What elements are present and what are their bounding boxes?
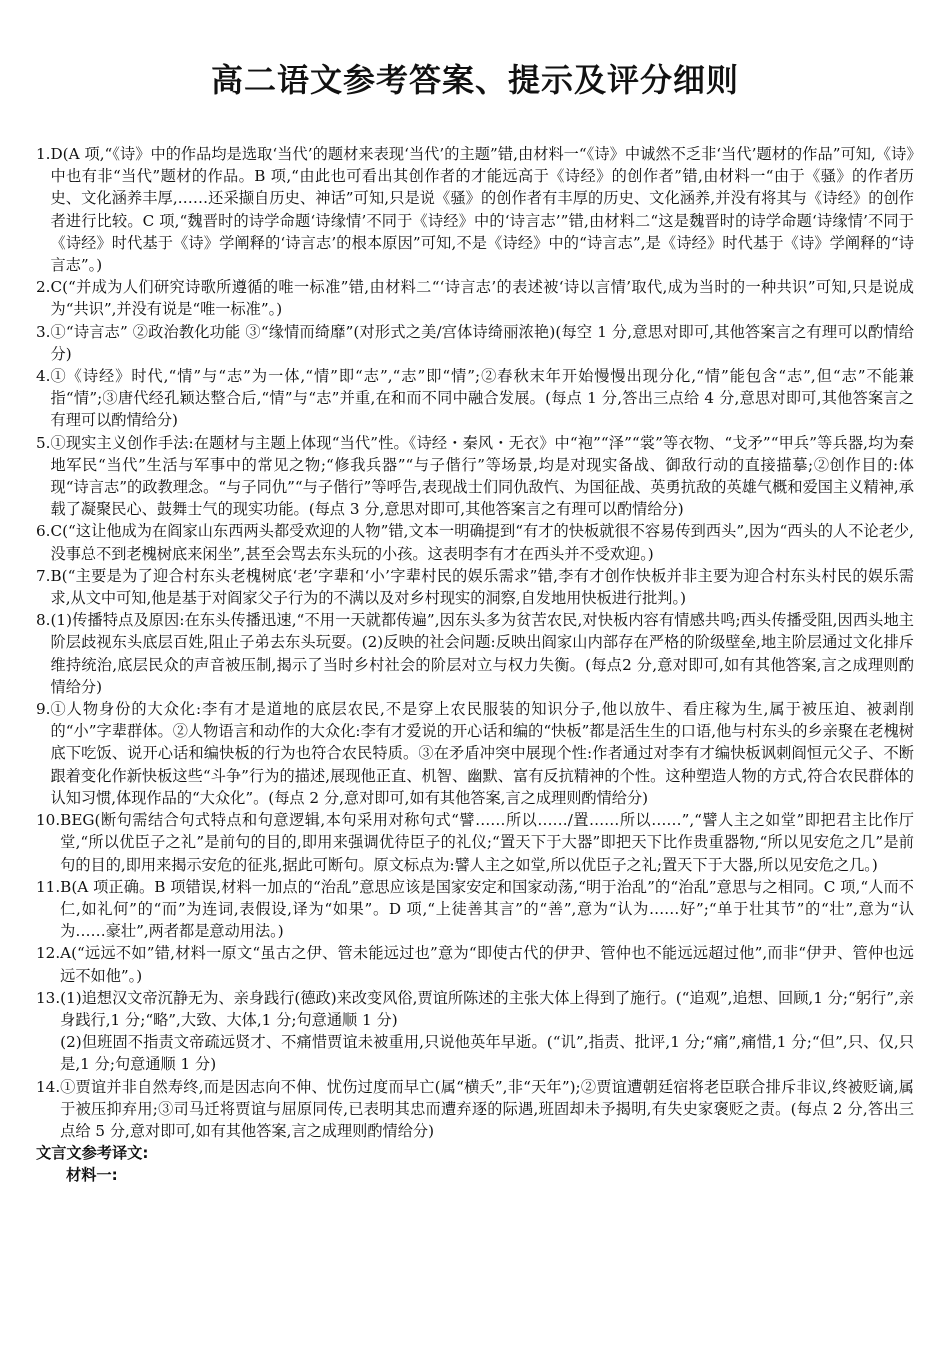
answer-item bbox=[36, 876, 914, 943]
answer-body bbox=[51, 520, 915, 564]
answer-body bbox=[51, 698, 915, 809]
answer-item bbox=[36, 565, 914, 609]
answer-text: ①人物身份的大众化:李有才是道地的底层农民,不是穿上农民服装的知识分子,他以放牛、看庄稼为生,属于被压迫、被剥削的“小”字辈群体。②人物语言和动作的大众化:李有才爱说的开心话和编的“快板”都是活生生的口语,他与村东头的乡亲聚在老槐树底下吃饭、说开心话和编快板的行为也符合农民特质。③在矛盾冲突中展现个性:作者通过对李有才编快板讽刺阎恒元父子、不断跟着变化作新快板这些“斗争”行为的描述,展现他正直、机智、幽默、富有反抗精神的个性。这种塑造人物的方式,符合农民群体的认知习惯,体现作品的“大众化”。(每点 2 分,意对即可,如有其他答案,言之成理则酌情给分) bbox=[50, 700, 914, 807]
answer-item bbox=[36, 1076, 914, 1143]
answer-text: ①《诗经》时代,“情”与“志”为一体,“情”即“志”,“志”即“情”;②春秋末年开始慢慢出现分化,“情”能包含“志”,但“志”不能兼指“情”;③唐代经孔颖达整合后,“情”与“志”并重,在和而不同中融合发展。(每点 1 分,答出三点给 4 分,意思对即可,其他答案言之有理可以酌情给分) bbox=[50, 367, 914, 430]
answer-body bbox=[60, 876, 914, 943]
answer-number: 4. bbox=[36, 367, 51, 386]
answer-body bbox=[51, 609, 915, 698]
answer-body bbox=[51, 565, 915, 609]
answer-item bbox=[36, 809, 914, 876]
answer-text: C(“并成为人们研究诗歌所遵循的唯一标准”错,由材料二“‘诗言志’的表述被‘诗以言情’取代,成为当时的一种共识”可知,只是说成为“共识”,并没有说是“唯一标准”。) bbox=[50, 278, 914, 319]
answer-item bbox=[36, 321, 914, 365]
answer-number: 13. bbox=[36, 988, 61, 1007]
answer-text: ①贾谊并非自然寿终,而是因志向不伸、忧伤过度而早亡(属“横夭”,非“天年”);②贾谊遭朝廷宿将老臣联合排斥非议,终被贬谪,属于被压抑弃用;③司马迁将贾谊与屈原同传,已表明其忠而遭弃逐的际遇,班固却未予揭明,有失史家褒贬之责。(每点 2 分,答出三点给 5 分,意对即可,如有其他答案,言之成理则酌情给分) bbox=[60, 1077, 914, 1140]
answer-item bbox=[36, 276, 914, 320]
answer-item bbox=[36, 143, 914, 276]
answer-text: A(“远远不如”错,材料一原文“虽古之伊、管未能远过也”意为“即使古代的伊尹、管仲也不能远远超过他”,而非“伊尹、管仲也远远不如他”。) bbox=[60, 944, 914, 985]
section-label: 文言文参考译文: bbox=[36, 1144, 149, 1163]
answer-body bbox=[51, 321, 915, 365]
answer-number: 12. bbox=[36, 944, 61, 963]
answer-text: ①“诗言志” ②政治教化功能 ③“缘情而绮靡”(对形式之美/宫体诗绮丽浓艳)(每空 1 分,意思对即可,其他答案言之有理可以酌情给分) bbox=[50, 322, 914, 363]
answer-item bbox=[36, 432, 914, 521]
answer-content bbox=[36, 143, 914, 1187]
answer-text: C(“这让他成为在阎家山东西两头都受欢迎的人物”错,文本一明确提到“有才的快板就很不容易传到西头”,因为“西头的人不论老少,没事总不到老槐树底来闲坐”,甚至会骂去东头玩的小孩。这表明李有才在西头并不受欢迎。) bbox=[50, 522, 914, 563]
answer-number: 14. bbox=[36, 1077, 61, 1096]
answer-text: ①现实主义创作手法:在题材与主题上体现“当代”性。《诗经・秦风・无衣》中“袍”“泽”“裳”等衣物、“戈矛”“甲兵”等兵器,均为秦地军民“当代”生活与军事中的常见之物;“修我兵器”“与子偕行”等场景,均是对现实备战、御敌行动的直接描摹;②创作目的:体现“诗言志”的政教理念。“与子同仇”“与子偕行”等呼告,表现战士们同仇敌忾、为国征战、英勇抗敌的英雄气概和爱国主义精神,承载了凝聚民心、鼓舞士气的现实功能。(每点 3 分,意思对即可,其他答案言之有理可以酌情给分) bbox=[50, 433, 914, 519]
answer-item bbox=[36, 987, 914, 1076]
answer-number: 10. bbox=[36, 811, 61, 830]
answer-text: (1)传播特点及原因:在东头传播迅速,“不用一天就都传遍”,因东头多为贫苦农民,对快板内容有情感共鸣;西头传播受阻,因西头地主阶层歧视东头底层百姓,阻止子弟去东头玩耍。(2)反映的社会问题:反映出阎家山内部存在严格的阶级壁垒,地主阶层通过文化排斥维持统治,底层民众的声音被压制,揭示了当时乡村社会的阶层对立与权力失衡。(每点2 分,意对即可,如有其他答案,言之成理则酌情给分) bbox=[50, 611, 914, 696]
answer-number: 11. bbox=[36, 877, 61, 896]
answer-item bbox=[36, 609, 914, 698]
answer-text: (1)追想汉文帝沉静无为、亲身践行(德政)来改变风俗,贾谊所陈述的主张大体上得到了施行。(“追观”,追想、回顾,1 分;“躬行”,亲身践行,1 分;“略”,大致、大体,1 分;句意通顺 1 分) bbox=[60, 988, 914, 1029]
answer-item bbox=[36, 698, 914, 809]
answer-body bbox=[60, 987, 914, 1076]
answer-text: D(A 项,“《诗》中的作品均是选取‘当代’的题材来表现‘当代’的主题”错,由材料一“《诗》中诚然不乏非‘当代’题材的作品”可知,《诗》中也有非“当代”题材的作品。B 项,“由此也可看出其创作者的才能远高于《诗经》的创作者”错,由材料一“由于《骚》的作者历史、文化涵养丰厚,……还采撷自历史、神话”可知,只是说《骚》的创作者有丰厚的历史、文化涵养,并没有将其与《诗经》的创作者进行比较。C 项,“魏晋时的诗学命题‘诗缘情’不同于《诗经》中的‘诗言志’”错,由材料二“这是魏晋时的诗学命题‘诗缘情’不同于《诗经》时代基于《诗》学阐释的‘诗言志’的根本原因”可知,不是《诗经》中的“诗言志”,是《诗经》时代基于《诗》学阐释的“诗言志”。) bbox=[50, 145, 914, 275]
answer-body bbox=[60, 942, 914, 986]
page-title: 高二语文参考答案、提示及评分细则 bbox=[210, 61, 739, 99]
answer-number: 1. bbox=[36, 145, 51, 163]
answer-text: B(“主要是为了迎合村东头老槐树底‘老’字辈和‘小’字辈村民的娱乐需求”错,李有才创作快板并非主要为迎合村东头村民的娱乐需求,从文中可知,他是基于对阎家父子行为的不满以及对乡村现实的洞察,自发地用快板进行批判。) bbox=[50, 566, 914, 608]
answer-number: 9. bbox=[36, 700, 51, 719]
answer-body bbox=[51, 365, 915, 432]
answer-list bbox=[36, 143, 914, 1142]
answer-body bbox=[60, 1076, 914, 1143]
answer-number: 5. bbox=[36, 433, 51, 452]
answer-item bbox=[36, 942, 914, 986]
answer-number: 6. bbox=[36, 522, 51, 541]
answer-number: 7. bbox=[36, 566, 51, 585]
answer-body bbox=[51, 276, 915, 320]
answer-text: B(A 项正确。B 项错误,材料一加点的“治乱”意思应该是国家安定和国家动荡,“明于治乱”的“治乱”意思与之相同。C 项,“人而不仁,如礼何”的“而”为连词,表假设,译为“如果”。D 项,“上徒善其言”的“善”,意为“认为……好”;“单于壮其节”的“壮”,意为“认为……豪壮”,两者都是意动用法。) bbox=[60, 877, 914, 941]
answer-body bbox=[51, 143, 915, 276]
answer-body bbox=[60, 809, 914, 876]
answer-text: BEG(断句需结合句式特点和句意逻辑,本句采用对称句式“譬……所以……/置……所以……”,“譬人主之如堂”即把君主比作厅堂,“所以优臣子之礼”是前句的目的,即用来强调优待臣子的礼仪;“置天下于大器”即把天下比作贵重器物,“所以见安危之几”是前句的目的,即用来揭示安危的征兆,据此可断句。原文标点为:譬人主之如堂,所以优臣子之礼;置天下于大器,所以见安危之几。) bbox=[60, 811, 914, 874]
answer-number: 2. bbox=[36, 278, 51, 297]
answer-body bbox=[51, 432, 915, 521]
answer-text: (2)但班固不指责文帝疏远贤才、不痛惜贾谊未被重用,只说他英年早逝。(“讥”,指责、批评,1 分;“痛”,痛惜,1 分;“但”,只、仅,只是,1 分;句意通顺 1 分) bbox=[60, 1033, 914, 1074]
material-label: 材料一: bbox=[66, 1166, 118, 1185]
answer-number: 3. bbox=[36, 322, 51, 341]
answer-item bbox=[36, 520, 914, 564]
answer-item bbox=[36, 365, 914, 432]
answer-number: 8. bbox=[36, 611, 51, 630]
